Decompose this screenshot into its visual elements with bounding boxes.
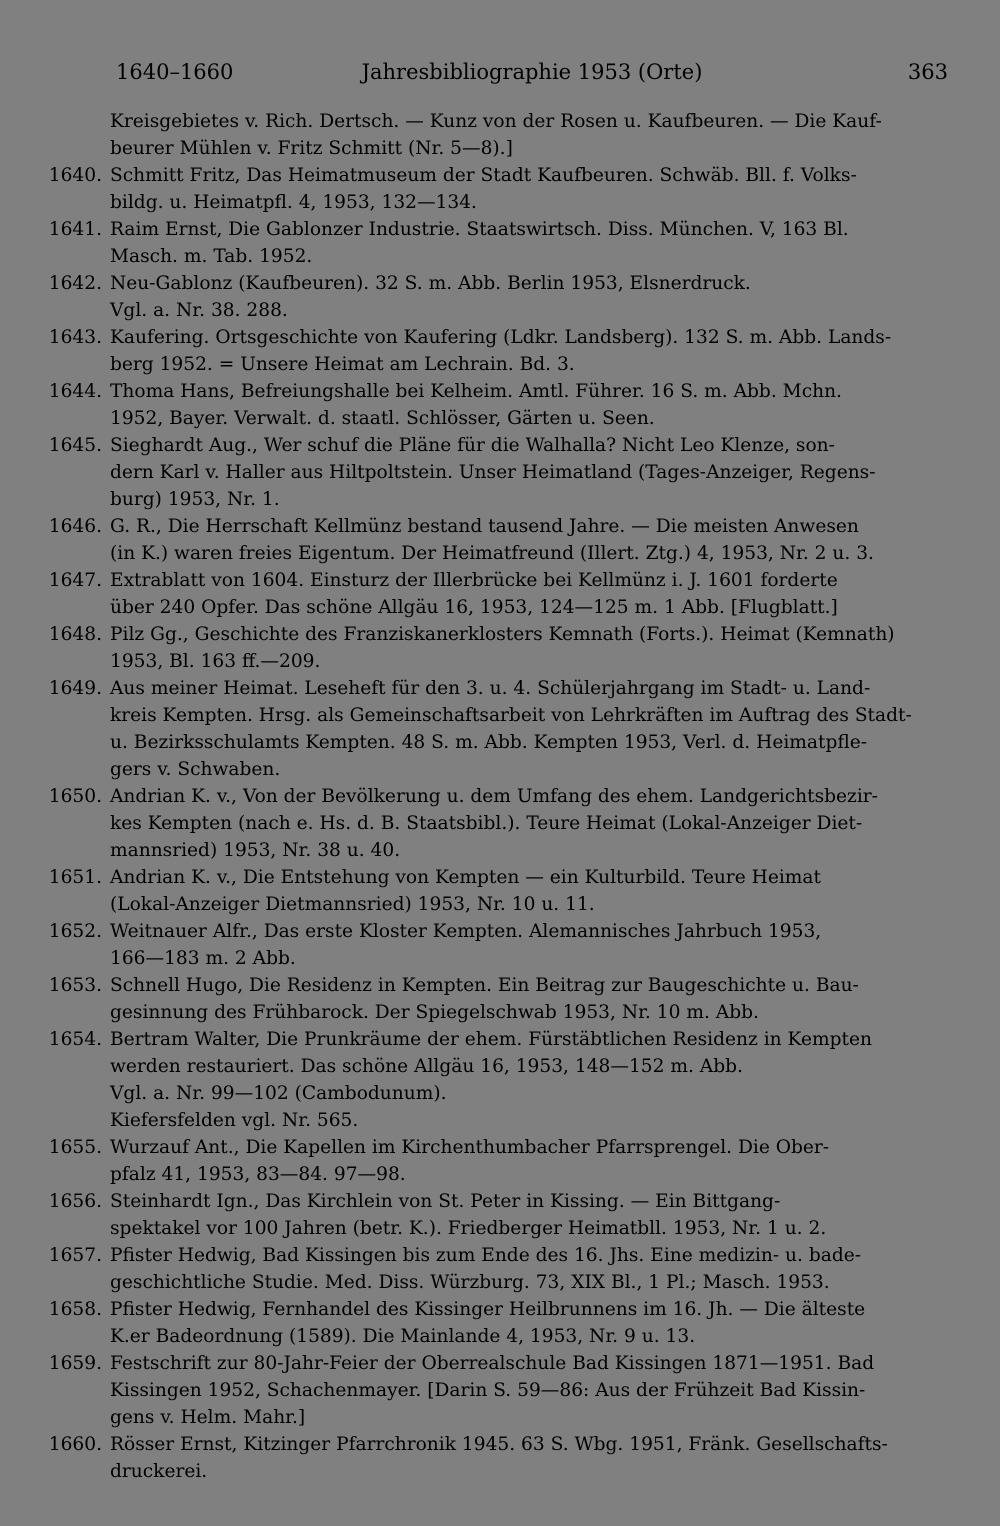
entry-line: Extrablatt von 1604. Einsturz der Illerbrücke bei Kellmünz i. J. 1601 forderte (110, 570, 838, 591)
entry-line: Sieghardt Aug., Wer schuf die Pläne für die Walhalla? Nicht Leo Klenze, son- (110, 435, 835, 456)
entry-line: Schnell Hugo, Die Residenz in Kempten. Ein Beitrag zur Baugeschichte u. Bau- (110, 975, 859, 996)
entry-text (110, 378, 945, 432)
bibliography-entry (40, 1242, 945, 1296)
bibliography-entry (40, 972, 945, 1026)
entry-text (110, 1350, 945, 1431)
entry-line: Pfister Hedwig, Fernhandel des Kissinger Heilbrunnens im 16. Jh. — Die älteste (110, 1299, 866, 1320)
bibliography-entry (40, 162, 945, 216)
entry-line: pfalz 41, 1953, 83—84. 97—98. (110, 1164, 406, 1185)
bibliography-entry (40, 567, 945, 621)
entry-list (40, 108, 945, 1485)
bibliography-entry (40, 432, 945, 513)
entry-text (110, 918, 945, 972)
bibliography-entry (40, 621, 945, 675)
entry-line: geschichtliche Studie. Med. Diss. Würzburg. 73, XIX Bl., 1 Pl.; Masch. 1953. (110, 1272, 830, 1293)
entry-text (110, 864, 945, 918)
entry-text (110, 216, 945, 270)
bibliography-entry (40, 1296, 945, 1350)
entry-line: Kaufering. Ortsgeschichte von Kaufering (Ldkr. Landsberg). 132 S. m. Abb. Lands- (110, 327, 892, 348)
running-title: Jahresbibliographie 1953 (Orte) (361, 60, 703, 84)
entry-line: kes Kempten (nach e. Hs. d. B. Staatsbibl.). Teure Heimat (Lokal-Anzeiger Diet- (110, 813, 863, 834)
entry-line: Thoma Hans, Befreiungshalle bei Kelheim. Amtl. Führer. 16 S. m. Abb. Mchn. (110, 381, 842, 402)
entry-line: kreis Kempten. Hrsg. als Gemeinschaftsarbeit von Lehrkräften im Auftrag des Stadt- (110, 705, 912, 726)
bibliography-entry (40, 1134, 945, 1188)
entry-text (110, 432, 945, 513)
entry-number: 1656. (48, 1191, 102, 1212)
entry-text (110, 513, 945, 567)
bibliography-entry (40, 675, 945, 783)
entry-line: 166—183 m. 2 Abb. (110, 948, 296, 969)
entry-line: burg) 1953, Nr. 1. (110, 489, 280, 510)
entry-line: Kissingen 1952, Schachenmayer. [Darin S. 59—86: Aus der Frühzeit Bad Kissin- (110, 1380, 866, 1401)
entry-line: Steinhardt Ign., Das Kirchlein von St. Peter in Kissing. — Ein Bittgang- (110, 1191, 781, 1212)
entry-text (110, 108, 945, 162)
entry-number: 1657. (48, 1245, 102, 1266)
entry-text (110, 1431, 945, 1485)
entry-line: Neu-Gablonz (Kaufbeuren). 32 S. m. Abb. Berlin 1953, Elsnerdruck. (110, 273, 751, 294)
entry-line: druckerei. (110, 1461, 208, 1482)
entry-number: 1654. (48, 1029, 102, 1050)
entry-text (110, 567, 945, 621)
entry-line: berg 1952. = Unsere Heimat am Lechrain. Bd. 3. (110, 354, 575, 375)
entry-line: Kreisgebietes v. Rich. Dertsch. — Kunz von der Rosen u. Kaufbeuren. — Die Kauf- (110, 111, 882, 132)
entry-line: Vgl. a. Nr. 38. 288. (110, 300, 288, 321)
bibliography-entry (40, 783, 945, 864)
entry-number: 1644. (48, 381, 102, 402)
bibliography-entry (40, 1026, 945, 1134)
entry-line: Bertram Walter, Die Prunkräume der ehem. Fürstäbtlichen Residenz in Kempten (110, 1029, 872, 1050)
entry-line: (in K.) waren freies Eigentum. Der Heimatfreund (Illert. Ztg.) 4, 1953, Nr. 2 u. 3. (110, 543, 874, 564)
entry-text (110, 1188, 945, 1242)
bibliography-entry (40, 1431, 945, 1485)
entry-number: 1659. (48, 1353, 102, 1374)
entry-line: über 240 Opfer. Das schöne Allgäu 16, 1953, 124—125 m. 1 Abb. [Flugblatt.] (110, 597, 838, 618)
entry-text (110, 1296, 945, 1350)
entry-number (40, 108, 110, 162)
entry-number: 1640. (48, 165, 102, 186)
entry-line: Masch. m. Tab. 1952. (110, 246, 313, 267)
bibliography-entry (40, 108, 945, 162)
entry-line: Schmitt Fritz, Das Heimatmuseum der Stadt Kaufbeuren. Schwäb. Bll. f. Volks- (110, 165, 857, 186)
entry-text (110, 621, 945, 675)
entry-line: Pfister Hedwig, Bad Kissingen bis zum Ende des 16. Jhs. Eine medizin- u. bade- (110, 1245, 862, 1266)
entry-number: 1658. (48, 1299, 102, 1320)
entry-line: Andrian K. v., Die Entstehung von Kempten — ein Kulturbild. Teure Heimat (110, 867, 821, 888)
entry-number: 1650. (48, 786, 102, 807)
entry-line: Wurzauf Ant., Die Kapellen im Kirchenthumbacher Pfarrsprengel. Die Ober- (110, 1137, 830, 1158)
bibliography-entry (40, 378, 945, 432)
entry-text (110, 270, 945, 324)
entry-line: Aus meiner Heimat. Leseheft für den 3. u. 4. Schülerjahrgang im Stadt- u. Land- (110, 678, 871, 699)
entry-text (110, 972, 945, 1026)
bibliography-entry (40, 270, 945, 324)
entry-number: 1649. (48, 678, 102, 699)
entry-range: 1640–1660 (116, 60, 234, 84)
entry-number: 1660. (48, 1434, 102, 1455)
entry-number: 1646. (48, 516, 102, 537)
entry-text (110, 783, 945, 864)
entry-number: 1653. (48, 975, 102, 996)
entry-line: bildg. u. Heimatpfl. 4, 1953, 132—134. (110, 192, 477, 213)
bibliography-entry (40, 324, 945, 378)
entry-number: 1641. (48, 219, 102, 240)
entry-line: G. R., Die Herrschaft Kellmünz bestand tausend Jahre. — Die meisten Anwesen (110, 516, 859, 537)
entry-number: 1643. (48, 327, 102, 348)
entry-line: dern Karl v. Haller aus Hiltpoltstein. Unser Heimatland (Tages-Anzeiger, Regens- (110, 462, 876, 483)
entry-number: 1647. (48, 570, 102, 591)
entry-line: gesinnung des Frühbarock. Der Spiegelschwab 1953, Nr. 10 m. Abb. (110, 1002, 759, 1023)
entry-number: 1648. (48, 624, 102, 645)
entry-line: Festschrift zur 80-Jahr-Feier der Oberrealschule Bad Kissingen 1871—1951. Bad (110, 1353, 875, 1374)
entry-line: (Lokal-Anzeiger Dietmannsried) 1953, Nr. 10 u. 11. (110, 894, 595, 915)
bibliography-entry (40, 1188, 945, 1242)
entry-number: 1642. (48, 273, 102, 294)
entry-text (110, 162, 945, 216)
entry-text (110, 1134, 945, 1188)
entry-number: 1645. (48, 435, 102, 456)
entry-line: beurer Mühlen v. Fritz Schmitt (Nr. 5—8).] (110, 138, 513, 159)
bibliography-entry (40, 1350, 945, 1431)
entry-text (110, 1242, 945, 1296)
entry-line: gers v. Schwaben. (110, 759, 281, 780)
entry-number: 1655. (48, 1137, 102, 1158)
bibliography-entry (40, 216, 945, 270)
entry-line: Raim Ernst, Die Gablonzer Industrie. Staatswirtsch. Diss. München. V, 163 Bl. (110, 219, 849, 240)
entry-line: K.er Badeordnung (1589). Die Mainlande 4, 1953, Nr. 9 u. 13. (110, 1326, 696, 1347)
entry-line: 1952, Bayer. Verwalt. d. staatl. Schlösser, Gärten u. Seen. (110, 408, 655, 429)
entry-line: 1953, Bl. 163 ff.—209. (110, 651, 321, 672)
entry-number: 1651. (48, 867, 102, 888)
page-number: 363 (907, 60, 948, 84)
entry-text (110, 324, 945, 378)
entry-line: u. Bezirksschulamts Kempten. 48 S. m. Abb. Kempten 1953, Verl. d. Heimatpfle- (110, 732, 868, 753)
entry-line: mannsried) 1953, Nr. 38 u. 40. (110, 840, 401, 861)
entry-line: Vgl. a. Nr. 99—102 (Cambodunum). (110, 1083, 447, 1104)
page-header (116, 56, 948, 88)
bibliography-entry (40, 864, 945, 918)
entry-line: gens v. Helm. Mahr.] (110, 1407, 306, 1428)
bibliography-entry (40, 513, 945, 567)
entry-line: werden restauriert. Das schöne Allgäu 16, 1953, 148—152 m. Abb. (110, 1056, 743, 1077)
entry-number: 1652. (48, 921, 102, 942)
entry-line: spektakel vor 100 Jahren (betr. K.). Friedberger Heimatbll. 1953, Nr. 1 u. 2. (110, 1218, 827, 1239)
entry-text (110, 675, 945, 783)
entry-text (110, 1026, 945, 1134)
entry-line: Kiefersfelden vgl. Nr. 565. (110, 1110, 359, 1131)
bibliography-entry (40, 918, 945, 972)
entry-line: Rösser Ernst, Kitzinger Pfarrchronik 1945. 63 S. Wbg. 1951, Fränk. Gesellschafts- (110, 1434, 888, 1455)
entry-line: Pilz Gg., Geschichte des Franziskanerklosters Kemnath (Forts.). Heimat (Kemnath) (110, 624, 895, 645)
entry-line: Weitnauer Alfr., Das erste Kloster Kempten. Alemannisches Jahrbuch 1953, (110, 921, 822, 942)
entry-line: Andrian K. v., Von der Bevölkerung u. dem Umfang des ehem. Landgerichtsbezir- (110, 786, 878, 807)
